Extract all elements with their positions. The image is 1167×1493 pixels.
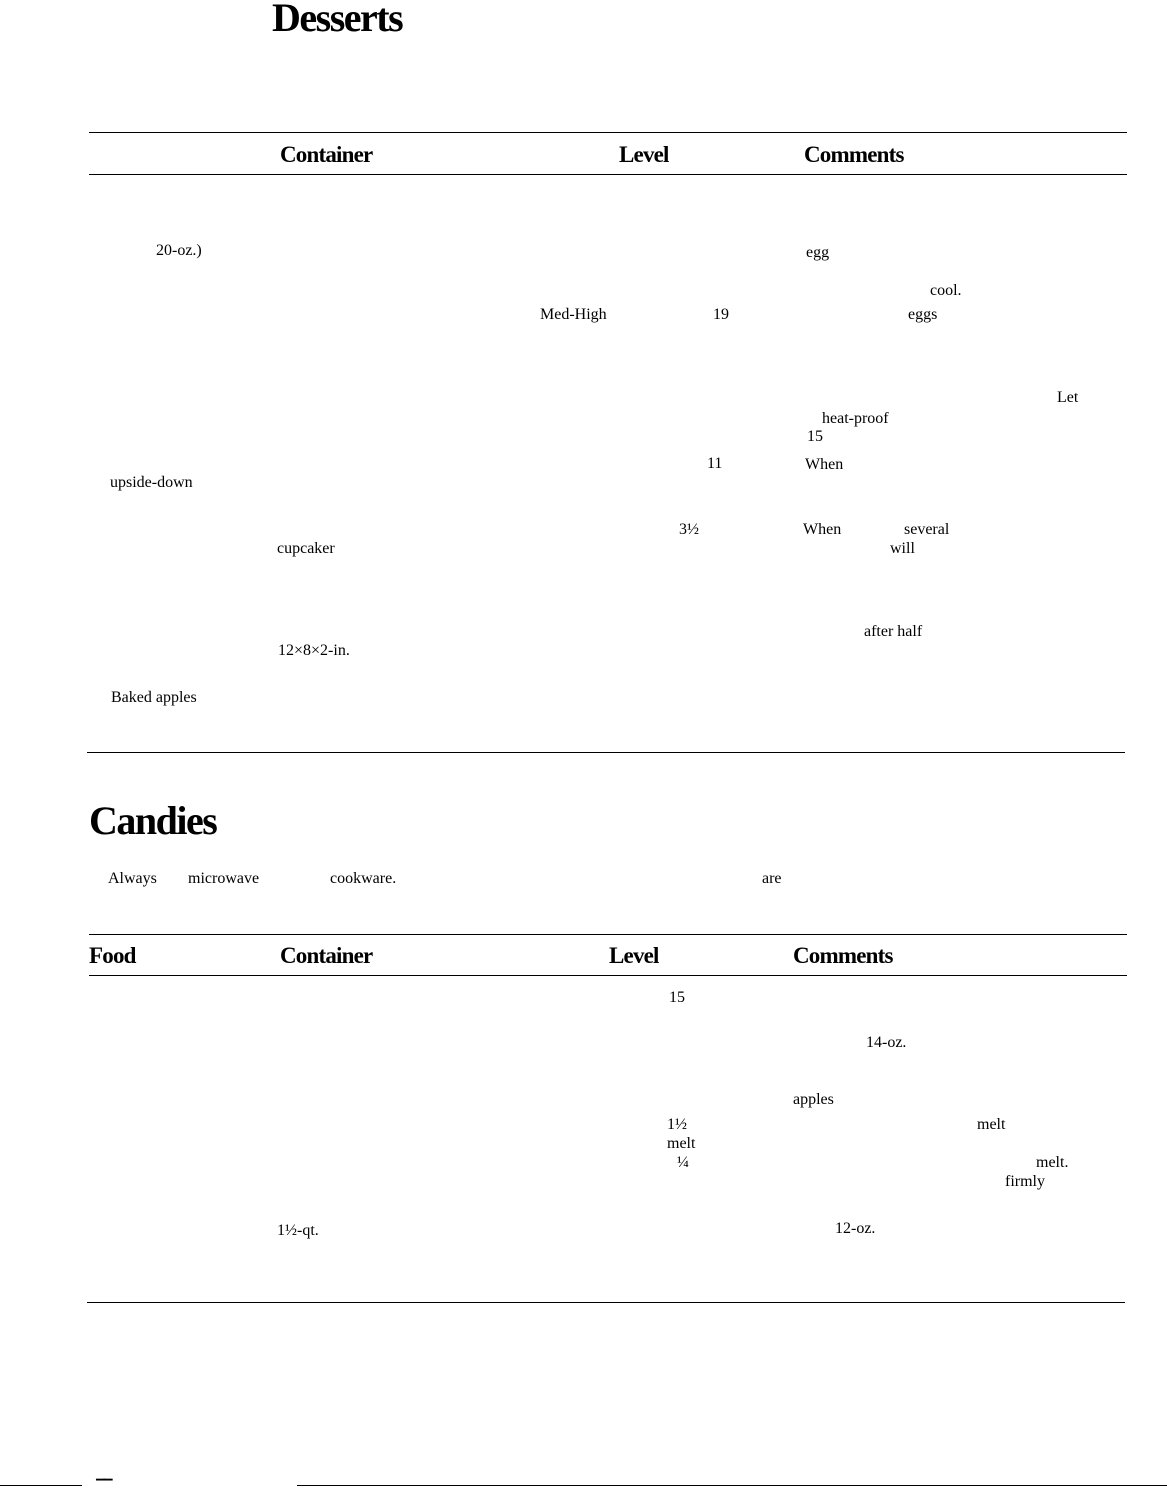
candy-fragment: 14-oz.: [866, 1034, 907, 1051]
dessert-fragment: egg: [806, 244, 830, 261]
footer-page-mark: ▔▔: [96, 1479, 111, 1493]
candy-fragment: melt.: [1036, 1154, 1069, 1171]
dessert-fragment: Let: [1057, 389, 1079, 406]
dessert-fragment: will: [890, 540, 915, 557]
dessert-fragment: When: [803, 521, 842, 538]
candies-header-comments: Comments: [793, 943, 893, 968]
dessert-fragment: eggs: [908, 306, 938, 323]
desserts-header-comments: Comments: [804, 142, 904, 167]
candy-fragment: firmly: [1005, 1173, 1045, 1190]
candies-header-top-rule: [89, 934, 1127, 935]
candies-header-food: Food: [89, 943, 136, 968]
dessert-fragment: 3½: [679, 521, 699, 538]
dessert-fragment: upside-down: [110, 474, 193, 491]
desserts-title: Desserts: [272, 0, 403, 40]
desserts-bottom-rule: [87, 752, 1125, 753]
candy-fragment: 1½-qt.: [277, 1222, 319, 1239]
desserts-header-bottom-rule: [89, 174, 1127, 175]
dessert-fragment: after half: [864, 623, 923, 640]
dessert-fragment: cool.: [930, 282, 962, 299]
footer-rule-left: [0, 1485, 82, 1486]
dessert-fragment: 11: [707, 455, 723, 472]
candy-fragment: 1½: [667, 1116, 687, 1133]
footer-rule-right: [297, 1485, 1167, 1486]
candies-note-word: are: [762, 870, 782, 887]
candy-fragment: 12-oz.: [835, 1220, 876, 1237]
desserts-header-level: Level: [619, 142, 669, 167]
candy-fragment: apples: [793, 1091, 834, 1108]
candy-fragment: ¼: [677, 1154, 689, 1171]
desserts-header-top-rule: [89, 132, 1127, 133]
dessert-fragment: several: [904, 521, 950, 538]
dessert-fragment: heat-proof: [822, 410, 889, 427]
candies-header-bottom-rule: [89, 975, 1127, 976]
dessert-fragment: Med-High: [540, 306, 607, 323]
candies-title: Candies: [89, 798, 217, 843]
candy-fragment: melt: [667, 1135, 696, 1152]
candies-bottom-rule: [87, 1302, 1125, 1303]
candy-fragment: 15: [669, 989, 685, 1006]
candy-fragment: melt: [977, 1116, 1006, 1133]
candies-note-word: cookware.: [330, 870, 397, 887]
dessert-fragment: 12×8×2-in.: [278, 642, 350, 659]
dessert-fragment: Baked apples: [111, 689, 197, 706]
dessert-fragment: 15: [807, 428, 823, 445]
candies-header-level: Level: [609, 943, 659, 968]
dessert-fragment: 20-oz.): [156, 242, 202, 259]
candies-note-word: microwave: [188, 870, 260, 887]
dessert-fragment: 19: [713, 306, 729, 323]
dessert-fragment: When: [805, 456, 844, 473]
desserts-header-container: Container: [280, 142, 373, 167]
candies-note-word: Always: [108, 870, 157, 887]
candies-header-container: Container: [280, 943, 373, 968]
dessert-fragment: cupcaker: [277, 540, 335, 557]
